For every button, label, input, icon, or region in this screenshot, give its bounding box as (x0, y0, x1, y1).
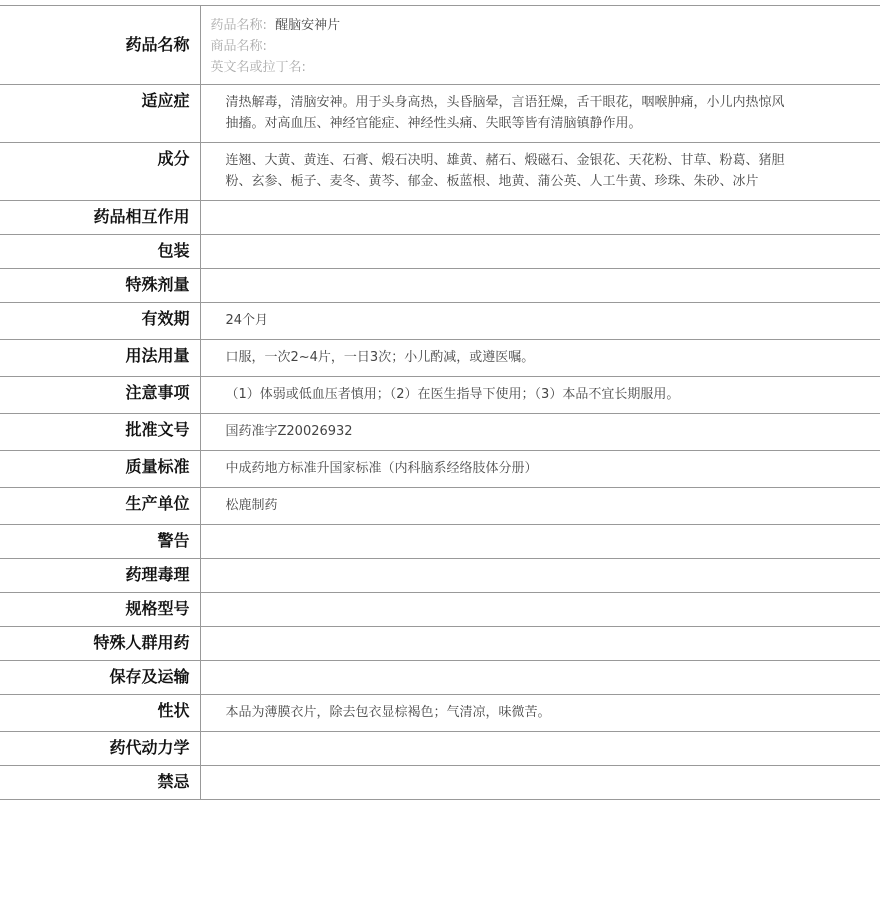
row-ingredients (0, 143, 880, 201)
row-label: 特殊人群用药 (0, 627, 200, 661)
generic-name-line (211, 15, 871, 36)
row-description (0, 695, 880, 732)
row-warning (0, 525, 880, 559)
row-value (200, 235, 880, 269)
row-quality-standard (0, 451, 880, 488)
row-pharmacokinetics (0, 732, 880, 766)
row-indications (0, 85, 880, 143)
row-label: 药品名称 (0, 6, 200, 85)
row-value (200, 593, 880, 627)
drug-spec-table (0, 5, 880, 800)
row-value: 口服，一次2~4片，一日3次；小儿酌减，或遵医嘱。 (200, 340, 880, 377)
row-label: 生产单位 (0, 488, 200, 525)
row-special-dosage (0, 269, 880, 303)
row-value (200, 766, 880, 800)
row-packaging (0, 235, 880, 269)
generic-name-key: 药品名称: (210, 18, 267, 33)
row-value: 清热解毒，清脑安神。用于头身高热，头昏脑晕，言语狂燥，舌干眼花，咽喉肿痛，小儿内热惊风抽搐。对高血压、神经官能症、神经性头痛、失眠等皆有清脑镇静作用。 (200, 85, 880, 143)
row-value: 24个月 (200, 303, 880, 340)
row-special-populations (0, 627, 880, 661)
row-value: 连翘、大黄、黄连、石膏、煅石决明、雄黄、赭石、煅磁石、金银花、天花粉、甘草、粉葛、猪胆粉、玄参、栀子、麦冬、黄芩、郁金、板蓝根、地黄、蒲公英、人工牛黄、珍珠、朱砂、冰片 (200, 143, 880, 201)
row-label: 药理毒理 (0, 559, 200, 593)
row-label: 药代动力学 (0, 732, 200, 766)
row-value (200, 732, 880, 766)
row-value (200, 661, 880, 695)
row-label: 保存及运输 (0, 661, 200, 695)
row-label: 性状 (0, 695, 200, 732)
row-precautions (0, 377, 880, 414)
row-value (200, 525, 880, 559)
row-value (200, 627, 880, 661)
row-value: 中成药地方标准升国家标准（内科脑系经络肢体分册） (200, 451, 880, 488)
row-label: 成分 (0, 143, 200, 201)
row-approval-number (0, 414, 880, 451)
row-label: 特殊剂量 (0, 269, 200, 303)
row-label: 禁忌 (0, 766, 200, 800)
row-label: 警告 (0, 525, 200, 559)
row-storage (0, 661, 880, 695)
trade-name-key: 商品名称: (210, 39, 267, 54)
generic-name-value: 醒脑安神片 (275, 18, 341, 33)
row-label: 包装 (0, 235, 200, 269)
row-value: 松鹿制药 (200, 488, 880, 525)
row-value (200, 269, 880, 303)
row-value: 国药准字Z20026932 (200, 414, 880, 451)
row-label: 有效期 (0, 303, 200, 340)
row-value (200, 559, 880, 593)
row-label: 注意事项 (0, 377, 200, 414)
row-label: 药品相互作用 (0, 201, 200, 235)
row-manufacturer (0, 488, 880, 525)
row-label: 规格型号 (0, 593, 200, 627)
row-label: 用法用量 (0, 340, 200, 377)
row-drug-name (0, 6, 880, 85)
row-interactions (0, 201, 880, 235)
trade-name-line (211, 36, 871, 57)
row-specification (0, 593, 880, 627)
row-dosage (0, 340, 880, 377)
row-value: （1）体弱或低血压者慎用；（2）在医生指导下使用；（3）本品不宜长期服用。 (200, 377, 880, 414)
row-label: 批准文号 (0, 414, 200, 451)
english-name-key: 英文名或拉丁名: (210, 60, 306, 75)
drug-name-cell (200, 6, 880, 85)
row-label: 质量标准 (0, 451, 200, 488)
row-value: 本品为薄膜衣片，除去包衣显棕褐色；气清凉，味微苦。 (200, 695, 880, 732)
row-label: 适应症 (0, 85, 200, 143)
row-pharmacology (0, 559, 880, 593)
english-name-line (211, 57, 871, 78)
row-contraindications (0, 766, 880, 800)
row-value (200, 201, 880, 235)
row-shelf-life (0, 303, 880, 340)
